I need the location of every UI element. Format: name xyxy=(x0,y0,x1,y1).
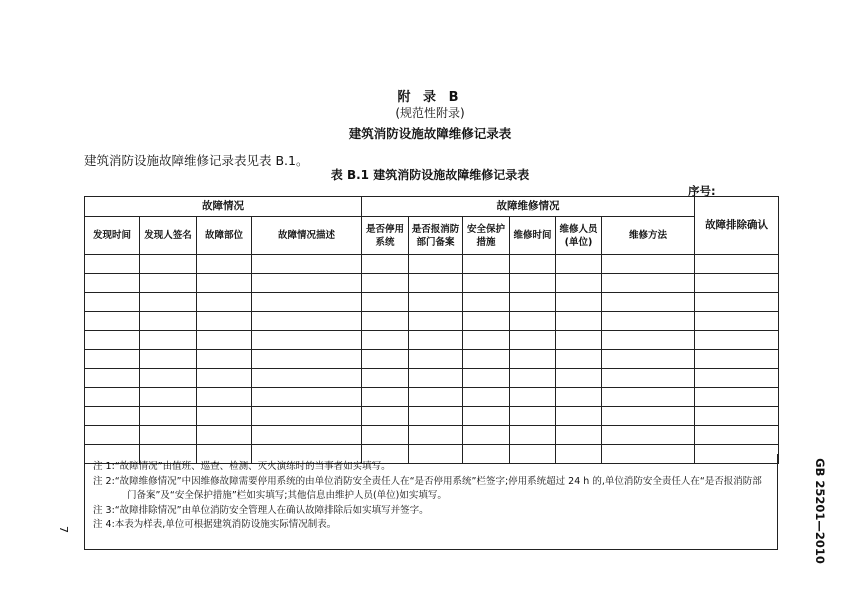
table-cell[interactable] xyxy=(85,407,140,426)
table-cell[interactable] xyxy=(252,312,362,331)
table-cell[interactable] xyxy=(510,255,556,274)
note-2: 注 2:“故障维修情况”中因维修故障需要停用系统的由单位消防安全责任人在“是否停用系统”栏签字;停用系统超过 24 h 的,单位消防安全责任人在“是否报消防部门备案”及“安全保护措施”栏如实填写;其他信息由维护人员(单位)如实填写。 xyxy=(93,475,762,501)
table-cell[interactable] xyxy=(197,369,252,388)
table-cell[interactable] xyxy=(463,426,510,445)
table-cell[interactable] xyxy=(510,369,556,388)
table-cell[interactable] xyxy=(362,274,409,293)
table-cell[interactable] xyxy=(510,407,556,426)
table-cell[interactable] xyxy=(556,312,602,331)
col-finder-signature: 发现人签名 xyxy=(140,217,197,255)
table-row xyxy=(85,426,779,445)
table-cell[interactable] xyxy=(556,369,602,388)
table-cell[interactable] xyxy=(140,388,197,407)
table-cell[interactable] xyxy=(556,274,602,293)
table-cell[interactable] xyxy=(463,388,510,407)
table-cell[interactable] xyxy=(463,407,510,426)
col-fault-location: 故障部位 xyxy=(197,217,252,255)
table-cell[interactable] xyxy=(695,331,779,350)
table-cell[interactable] xyxy=(556,426,602,445)
table-cell[interactable] xyxy=(602,274,695,293)
table-cell[interactable] xyxy=(409,274,463,293)
table-cell[interactable] xyxy=(252,331,362,350)
table-cell[interactable] xyxy=(556,331,602,350)
table-cell[interactable] xyxy=(140,350,197,369)
table-cell[interactable] xyxy=(695,274,779,293)
table-cell[interactable] xyxy=(362,426,409,445)
table-cell[interactable] xyxy=(602,426,695,445)
col-system-stopped: 是否停用系统 xyxy=(362,217,409,255)
table-cell[interactable] xyxy=(556,388,602,407)
table-row xyxy=(85,350,779,369)
table-cell[interactable] xyxy=(463,369,510,388)
table-row xyxy=(85,312,779,331)
table-cell[interactable] xyxy=(510,426,556,445)
group-repair: 故障维修情况 xyxy=(362,197,695,217)
table-cell[interactable] xyxy=(85,331,140,350)
group-header-row xyxy=(85,197,779,217)
column-header-row xyxy=(85,217,779,255)
table-cell[interactable] xyxy=(602,369,695,388)
table-cell[interactable] xyxy=(409,312,463,331)
table-cell[interactable] xyxy=(252,293,362,312)
table-cell[interactable] xyxy=(197,426,252,445)
table-cell[interactable] xyxy=(197,312,252,331)
table-cell[interactable] xyxy=(409,350,463,369)
table-cell[interactable] xyxy=(695,407,779,426)
table-cell[interactable] xyxy=(85,255,140,274)
col-safety-measures: 安全保护措施 xyxy=(463,217,510,255)
table-row xyxy=(85,331,779,350)
col-repair-time: 维修时间 xyxy=(510,217,556,255)
table-cell[interactable] xyxy=(463,312,510,331)
col-found-time: 发现时间 xyxy=(85,217,140,255)
table-cell[interactable] xyxy=(510,274,556,293)
table-cell[interactable] xyxy=(252,369,362,388)
table-caption: 表 B.1 建筑消防设施故障维修记录表 xyxy=(330,168,530,182)
table-cell[interactable] xyxy=(556,350,602,369)
table-row xyxy=(85,274,779,293)
appendix-normative-note: (规范性附录) xyxy=(395,106,465,120)
col-fault-description: 故障情况描述 xyxy=(252,217,362,255)
table-cell[interactable] xyxy=(409,407,463,426)
table-cell[interactable] xyxy=(140,293,197,312)
table-cell[interactable] xyxy=(140,331,197,350)
table-cell[interactable] xyxy=(85,312,140,331)
table-cell[interactable] xyxy=(463,331,510,350)
table-cell[interactable] xyxy=(602,331,695,350)
group-fault: 故障情况 xyxy=(85,197,362,217)
note-3: 注 3:“故障排除情况”由单位消防安全管理人在确认故障排除后如实填写并签字。 xyxy=(93,504,429,516)
table-cell[interactable] xyxy=(409,255,463,274)
table-row xyxy=(85,407,779,426)
table-cell[interactable] xyxy=(695,350,779,369)
table-cell[interactable] xyxy=(252,426,362,445)
table-cell[interactable] xyxy=(252,274,362,293)
table-cell[interactable] xyxy=(510,312,556,331)
table-row xyxy=(85,255,779,274)
table-cell[interactable] xyxy=(252,407,362,426)
table-cell[interactable] xyxy=(252,388,362,407)
table-cell[interactable] xyxy=(695,426,779,445)
standard-number: GB 25201—2010 xyxy=(813,458,827,564)
table-cell[interactable] xyxy=(362,350,409,369)
table-cell[interactable] xyxy=(463,274,510,293)
table-cell[interactable] xyxy=(362,369,409,388)
table-cell[interactable] xyxy=(362,388,409,407)
table-cell[interactable] xyxy=(85,369,140,388)
table-cell[interactable] xyxy=(510,388,556,407)
table-cell[interactable] xyxy=(140,407,197,426)
table-notes xyxy=(84,454,778,550)
table-cell[interactable] xyxy=(85,388,140,407)
table-cell[interactable] xyxy=(85,426,140,445)
appendix-subtitle: 建筑消防设施故障维修记录表 xyxy=(348,126,512,141)
table-cell[interactable] xyxy=(510,293,556,312)
table-cell[interactable] xyxy=(409,388,463,407)
table-cell[interactable] xyxy=(463,350,510,369)
table-cell[interactable] xyxy=(695,255,779,274)
col-reported-filing: 是否报消防部门备案 xyxy=(409,217,463,255)
table-cell[interactable] xyxy=(556,407,602,426)
table-row xyxy=(85,388,779,407)
table-cell[interactable] xyxy=(197,350,252,369)
table-cell[interactable] xyxy=(602,293,695,312)
table-cell[interactable] xyxy=(409,293,463,312)
table-cell[interactable] xyxy=(556,255,602,274)
table-cell[interactable] xyxy=(140,426,197,445)
table-cell[interactable] xyxy=(362,255,409,274)
table-cell[interactable] xyxy=(140,369,197,388)
table-cell[interactable] xyxy=(197,388,252,407)
note-4: 注 4:本表为样表,单位可根据建筑消防设施实际情况制表。 xyxy=(93,519,337,530)
serial-number-label: 序号: xyxy=(688,184,716,198)
table-cell[interactable] xyxy=(140,274,197,293)
col-repair-method: 维修方法 xyxy=(602,217,695,255)
table-cell[interactable] xyxy=(695,293,779,312)
table-cell[interactable] xyxy=(362,407,409,426)
table-cell[interactable] xyxy=(463,293,510,312)
note-1: 注 1:“故障情况”由值班、巡查、检测、灭火演练时的当事者如实填写。 xyxy=(93,461,391,472)
table-cell[interactable] xyxy=(556,293,602,312)
table-cell[interactable] xyxy=(695,369,779,388)
table-cell[interactable] xyxy=(463,255,510,274)
table-cell[interactable] xyxy=(362,331,409,350)
table-cell[interactable] xyxy=(362,312,409,331)
table-cell[interactable] xyxy=(252,255,362,274)
fault-repair-record-table xyxy=(84,196,779,464)
table-cell[interactable] xyxy=(602,407,695,426)
table-cell[interactable] xyxy=(85,293,140,312)
table-cell[interactable] xyxy=(602,312,695,331)
table-cell[interactable] xyxy=(602,255,695,274)
intro-text: 建筑消防设施故障维修记录表见表 B.1。 xyxy=(84,153,309,168)
table-cell[interactable] xyxy=(197,331,252,350)
table-cell[interactable] xyxy=(197,255,252,274)
page-number: 7 xyxy=(57,526,70,533)
table-cell[interactable] xyxy=(197,293,252,312)
group-confirm: 故障排除确认 xyxy=(695,197,779,255)
table-cell[interactable] xyxy=(695,312,779,331)
table-row xyxy=(85,293,779,312)
table-cell[interactable] xyxy=(602,388,695,407)
table-row xyxy=(85,369,779,388)
table-cell[interactable] xyxy=(252,350,362,369)
table-cell[interactable] xyxy=(409,426,463,445)
table-cell[interactable] xyxy=(602,350,695,369)
table-cell[interactable] xyxy=(85,274,140,293)
table-cell[interactable] xyxy=(197,407,252,426)
table-cell[interactable] xyxy=(140,255,197,274)
table-cell[interactable] xyxy=(695,388,779,407)
table-cell[interactable] xyxy=(140,312,197,331)
table-cell[interactable] xyxy=(409,369,463,388)
table-cell[interactable] xyxy=(85,350,140,369)
table-cell[interactable] xyxy=(510,350,556,369)
table-cell[interactable] xyxy=(362,293,409,312)
table-cell[interactable] xyxy=(409,331,463,350)
table-cell[interactable] xyxy=(197,274,252,293)
col-maintainer: 维修人员(单位) xyxy=(556,217,602,255)
appendix-title: 附 录 B xyxy=(397,90,463,105)
table-cell[interactable] xyxy=(510,331,556,350)
